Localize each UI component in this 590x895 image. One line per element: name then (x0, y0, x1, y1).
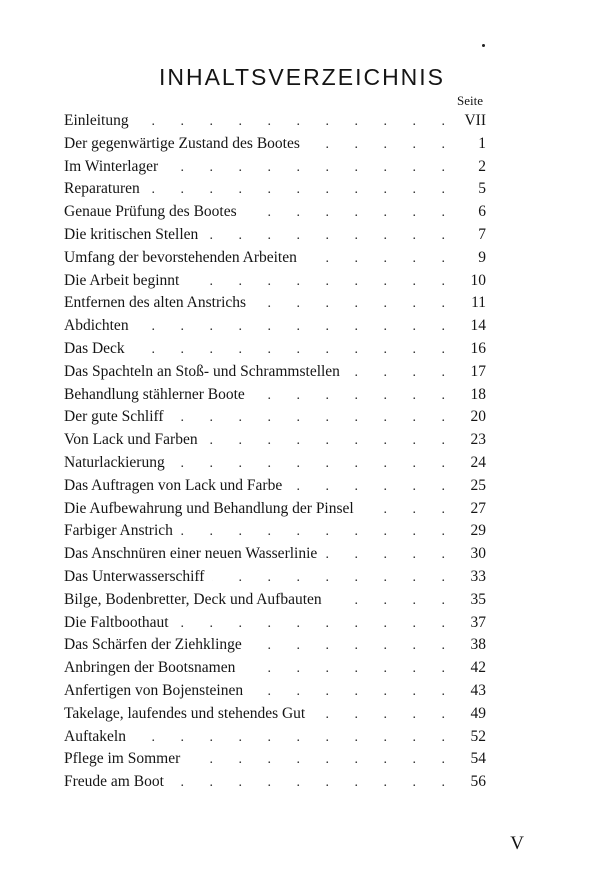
toc-entry-title: Pflege im Sommer (64, 750, 181, 768)
dot-leader (313, 704, 456, 727)
toc-entry (64, 498, 486, 521)
toc-entry-title: Einleitung (64, 112, 129, 129)
toc-entry-title: Farbiger Anstrich (64, 522, 173, 540)
toc-entry-page: 29 (470, 522, 486, 540)
dot-leader (212, 567, 456, 590)
toc-entry-title: Genaue Prüfung des Bootes (64, 203, 237, 221)
toc-entry-title: Abdichten (64, 317, 129, 335)
toc-entry (64, 543, 486, 566)
toc-entry-title: Von Lack und Farben (64, 431, 198, 449)
toc-entry-page: 35 (470, 590, 486, 608)
dot-leader (243, 658, 456, 681)
dot-leader (348, 362, 456, 385)
dot-leader (245, 202, 456, 225)
toc-entry (64, 680, 486, 703)
toc-entry-title: Anbringen der Bootsnamen (64, 659, 236, 677)
toc-entry-page: 16 (470, 339, 486, 357)
toc-entry-title: Bilge, Bodenbretter, Deck und Aufbauten (64, 590, 322, 608)
toc-entry-page: 2 (478, 157, 486, 175)
toc-entry-page: 52 (470, 727, 486, 745)
dot-leader (206, 225, 456, 248)
toc-entry-title: Die Arbeit beginnt (64, 271, 180, 289)
dot-leader (134, 727, 456, 750)
toc-entry-page: 6 (478, 203, 486, 221)
toc-entry-title: Das Deck (64, 339, 125, 357)
toc-entry-title: Das Schärfen der Ziehklinge (64, 636, 242, 654)
dot-leader (290, 476, 456, 499)
toc-entry-title: Die Faltboothaut (64, 613, 169, 631)
toc-entry-title: Das Unterwasserschiff (64, 567, 205, 585)
dot-leader (325, 544, 456, 567)
toc-entry-title: Auftakeln (64, 727, 126, 745)
dot-leader (250, 635, 456, 658)
toc-entry-page: 37 (470, 613, 486, 631)
dot-leader (362, 499, 456, 522)
toc-entry (64, 292, 486, 315)
toc-entry-title: Reparaturen (64, 180, 140, 198)
toc-entry (64, 771, 486, 794)
dot-leader (187, 271, 456, 294)
toc-entry-page: 33 (470, 567, 486, 585)
toc-entry-page: 56 (470, 773, 486, 791)
page-folio: V (510, 833, 524, 854)
dot-leader (177, 613, 456, 636)
toc-entry-page: 54 (470, 750, 486, 768)
toc-entry-page: 7 (478, 225, 486, 243)
dot-leader (206, 430, 456, 453)
dot-leader (173, 453, 456, 476)
toc-entry (64, 338, 486, 361)
toc-entry-page: 5 (478, 180, 486, 198)
page-title: INHALTSVERZEICHNIS (158, 64, 446, 90)
dot-leader (181, 521, 456, 544)
dot-leader (148, 179, 456, 202)
toc-entry-page: 30 (470, 545, 486, 563)
toc-entry-title: Das Spachteln an Stoß- und Schrammstellen (64, 362, 340, 380)
toc-entry (64, 247, 486, 270)
dot-leader (188, 749, 456, 772)
toc-entry (64, 657, 486, 680)
toc-entry-title: Freude am Boot (64, 773, 164, 791)
toc-entry (64, 566, 486, 589)
toc-entry-title: Behandlung stählerner Boote (64, 385, 245, 403)
toc-entry (64, 156, 486, 179)
dot-leader (254, 293, 456, 316)
dot-leader (172, 772, 456, 795)
toc-entry-page: 25 (470, 476, 486, 494)
toc-entry-title: Umfang der bevorstehenden Arbeiten (64, 248, 297, 266)
toc-entry-page: 9 (478, 248, 486, 266)
toc-entry (64, 589, 486, 612)
toc-entry (64, 361, 486, 384)
dot-leader (308, 134, 456, 157)
toc-entry-title: Im Winterlager (64, 157, 159, 175)
toc-entry-page: 11 (471, 294, 486, 312)
toc-entry (64, 475, 486, 498)
toc-entry-title: Entfernen des alten Anstrichs (64, 294, 247, 312)
table-of-contents (64, 110, 486, 794)
dot-leader (166, 157, 456, 180)
dot-leader (251, 681, 456, 704)
toc-entry-page: 43 (470, 681, 486, 699)
toc-entry-page: 42 (470, 659, 486, 677)
toc-entry-page: 49 (470, 704, 486, 722)
toc-entry-page: 10 (470, 271, 486, 289)
dot-leader (305, 248, 456, 271)
toc-entry-page: 1 (478, 134, 486, 152)
toc-entry (64, 612, 486, 635)
dot-leader (137, 111, 456, 134)
toc-entry (64, 178, 486, 201)
toc-entry-title: Das Auftragen von Lack und Farbe (64, 476, 283, 494)
toc-entry (64, 110, 486, 133)
toc-entry (64, 726, 486, 749)
toc-entry-title: Die Aufbewahrung und Behandlung der Pinsel (64, 499, 354, 517)
toc-entry (64, 201, 486, 224)
dot-leader (330, 590, 456, 613)
toc-entry-title: Naturlackierung (64, 453, 165, 471)
toc-entry (64, 270, 486, 293)
toc-entry-page: 38 (470, 636, 486, 654)
toc-entry-page: VII (464, 112, 486, 129)
toc-entry-page: 14 (470, 317, 486, 335)
toc-entry-page: 24 (470, 453, 486, 471)
toc-entry (64, 748, 486, 771)
toc-entry (64, 315, 486, 338)
toc-entry-page: 17 (470, 362, 486, 380)
toc-entry-page: 27 (470, 499, 486, 517)
toc-entry-title: Der gegenwärtige Zustand des Bootes (64, 134, 300, 152)
toc-entry-title: Der gute Schliff (64, 408, 164, 426)
toc-entry (64, 224, 486, 247)
toc-entry-title: Das Anschnüren einer neuen Wasserlinie (64, 545, 318, 563)
toc-entry (64, 452, 486, 475)
toc-entry (64, 520, 486, 543)
dot-leader (253, 385, 456, 408)
toc-entry-page: 23 (470, 431, 486, 449)
page-column-label: Seite (457, 93, 483, 108)
dot-leader (172, 407, 456, 430)
toc-entry-title: Die kritischen Stellen (64, 225, 199, 243)
toc-entry-page: 20 (470, 408, 486, 426)
toc-entry-title: Anfertigen von Bojensteinen (64, 681, 244, 699)
toc-entry (64, 634, 486, 657)
toc-entry-page: 18 (470, 385, 486, 403)
dot-leader (137, 316, 456, 339)
toc-entry (64, 406, 486, 429)
toc-entry (64, 133, 486, 156)
toc-entry-title: Takelage, laufendes und stehendes Gut (64, 704, 306, 722)
ink-speck (482, 44, 485, 47)
toc-entry (64, 429, 486, 452)
dot-leader (133, 339, 456, 362)
toc-entry (64, 384, 486, 407)
toc-entry (64, 703, 486, 726)
